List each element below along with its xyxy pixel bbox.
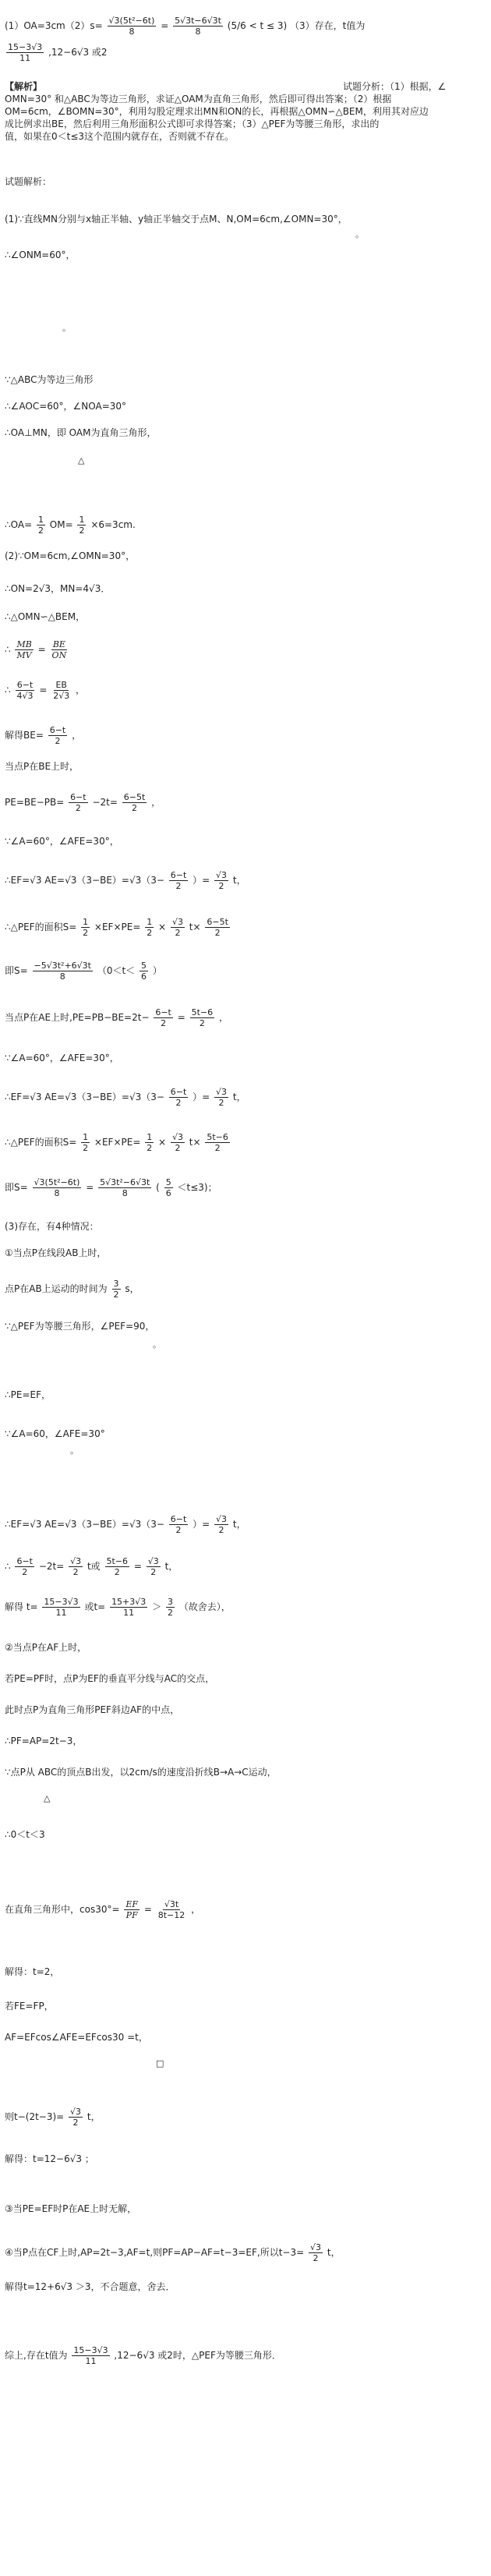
mark: □ [156, 2058, 164, 2068]
step: 若PE=PF时，点P为EF的垂直平分线与AC的交点， [5, 1673, 215, 1684]
fraction: $\frac{√3}{2}$ [70, 1556, 82, 1577]
fraction: $\frac{1}{2}$ [37, 515, 44, 536]
step: 当点P在BE上时， [5, 761, 79, 772]
step: ∴ $\frac{6-t}{4√3}$ = $\frac{EB}{2√3}$ ， [5, 680, 86, 701]
analysis-line: OMN=30° 和△ABC为等边三角形，求证△OAM为直角三角形，然后即可得出答案；（2）根据 [5, 94, 392, 104]
step: ∴OA⊥MN，即 OAM为直角三角形， [5, 427, 157, 438]
analysis-line: 值，如果在0＜t≤3这个范围内就存在，否则就不存在。 [5, 131, 235, 142]
mark: 。 [70, 1445, 79, 1456]
analysis-line: 成比例求出BE，然后利用三角形面积公式即可求得答案；（3）△PEF为等腰三角形，求出的 [5, 119, 380, 129]
step: 解得BE= $\frac{6-t}{2}$ ， [5, 725, 82, 746]
analysis-line: OM=6cm，∠BOMN=30°，利用勾股定理求出MN和ON的长，再根据△OMN∽△BEM，利用其对应边 [5, 106, 429, 117]
mark: 。 [355, 229, 364, 239]
step: ∵∠A=60°，∠AFE=30°， [5, 836, 119, 847]
step: ∴ $\frac{MB}{MV}$ = $\frac{BE}{ON}$ [5, 639, 67, 660]
fraction: $\frac{\text{√3(5t²−6t)}}{8}$ [108, 16, 155, 37]
fraction: $\frac{1}{2}$ [83, 1132, 89, 1153]
answer-part1: (1）OA=3cm（2）s= [5, 20, 103, 31]
step: ∴ON=2√3，MN=4√3． [5, 583, 111, 594]
step: PE=BE−PB= $\frac{6-t}{2}$ −2t= $\frac{6-5t}{2}$ ， [5, 792, 161, 813]
fraction: $\frac{1}{2}$ [79, 515, 85, 536]
fraction: $\frac{√3}{2}$ [171, 1132, 183, 1153]
analysis-header: 【解析】 [5, 81, 43, 92]
step: (1)∵直线MN分别与x轴正半轴、y轴正半轴交于点M、N,OM=6cm,∠OMN=30°， [5, 214, 348, 225]
step: 即S= $\frac{\text{−5√3t²+6√3t}}{8}$ （0＜t＜ $\frac{5}{6}$ ） [5, 961, 162, 982]
step: 点P在AB上运动的时间为 $\frac{3}{2}$ s， [5, 1279, 140, 1300]
step: 解得：t=12−6√3 ； [5, 2153, 94, 2164]
fraction: $\frac{6-t}{2}$ [49, 725, 66, 746]
fraction: $\frac{5}{6}$ [165, 1177, 171, 1198]
fraction: $\frac{EB}{2√3}$ [53, 680, 70, 701]
step: 解得t=12+6√3 ＞3，不合题意，舍去． [5, 2281, 175, 2292]
step: 即S= $\frac{\text{√3(5t²−6t)}}{8}$ = $\frac{\text{5√3t²−6√3t}}{8}$ ( $\frac{5}{6}$ ＜t≤3)； [5, 1177, 217, 1198]
fraction: $\frac{5}{6}$ [141, 961, 147, 982]
mark: 。 [153, 1339, 161, 1350]
step: ∴EF=√3 AE=√3（3−BE）=√3（3− $\frac{6-t}{2}$ ）= $\frac{√3}{2}$ t， [5, 870, 246, 891]
step: ∵∠A=60°，∠AFE=30°， [5, 1053, 119, 1063]
fraction: $\frac{\text{5√3t²−6√3t}}{8}$ [100, 1177, 150, 1198]
step: 此时点P为直角三角形PEF斜边AF的中点， [5, 1704, 180, 1715]
mark: △ [78, 455, 85, 465]
fraction: $\frac{6-t}{2}$ [16, 1556, 33, 1577]
fraction: $\frac{6-t}{2}$ [170, 1514, 187, 1535]
step: ∴∠AOC=60°，∠NOA=30° [5, 401, 127, 412]
fraction: $\frac{6-t}{2}$ [170, 870, 187, 891]
step: ∴EF=√3 AE=√3（3−BE）=√3（3− $\frac{6-t}{2}$ ）= $\frac{√3}{2}$ t， [5, 1087, 246, 1108]
step: ②当点P在AF上时， [5, 1642, 87, 1653]
step: 综上,存在t值为 $\frac{15-3√3}{11}$ ,12−6√3 或2时，△PEF为等腰三角形． [5, 2345, 281, 2366]
fraction: $\frac{√3}{2}$ [147, 1556, 159, 1577]
solution-label: 试题解析： [5, 176, 52, 187]
step: 则t−(2t−3)= $\frac{√3}{2}$ t， [5, 2107, 101, 2128]
fraction: $\frac{√3}{2}$ [216, 870, 228, 891]
step: ∴△PEF的面积S= $\frac{1}{2}$ ×EF×PE= $\frac{1}{2}$ × $\frac{√3}{2}$ t× $\frac{6-5t}{2}$ [5, 917, 228, 938]
step: 解得：t=2， [5, 1966, 60, 1977]
fraction: $\frac{√3}{2}$ [310, 2242, 322, 2263]
step: ∵点P从 ABC的顶点B出发，以2cm/s的速度沿折线B→A→C运动， [5, 1767, 277, 1778]
step: ∴EF=√3 AE=√3（3−BE）=√3（3− $\frac{6-t}{2}$ ）= $\frac{√3}{2}$ t， [5, 1514, 246, 1535]
step: ∴PE=EF， [5, 1389, 51, 1400]
fraction: $\frac{6-t}{2}$ [170, 1087, 187, 1108]
step: ∵△ABC为等边三角形 [5, 374, 94, 385]
fraction: $\frac{6-5t}{2}$ [207, 917, 228, 938]
fraction: $\frac{√3}{2}$ [216, 1087, 228, 1108]
step: ∴ $\frac{6-t}{2}$ −2t= $\frac{√3}{2}$ t或 $\frac{5t-6}{2}$ = $\frac{√3}{2}$ t， [5, 1556, 178, 1577]
answer-line-2: $\frac{15-3√3}{11}$ ,12−6√3 或2 [8, 42, 108, 63]
step: AF=EFcos∠AFE=EFcos30 =t， [5, 2032, 148, 2043]
mark: △ [44, 1793, 51, 1803]
step: 在直角三角形中，cos30°= $\frac{EF}{PF}$ = $\frac{√3t}{8t-12}$ ， [5, 1899, 201, 1920]
step: (2)∵OM=6cm,∠OMN=30°， [5, 550, 136, 561]
fraction: $\frac{3}{2}$ [167, 1597, 173, 1618]
fraction: $\frac{3}{2}$ [113, 1279, 119, 1300]
fraction: $\frac{√3}{2}$ [171, 917, 183, 938]
fraction: $\frac{1}{2}$ [147, 1132, 153, 1153]
step: ∵∠A=60，∠AFE=30° [5, 1428, 105, 1439]
step: (3)存在，有4种情况： [5, 1221, 99, 1232]
fraction: $\frac{MB}{MV}$ [16, 639, 32, 660]
step: ∴OA= $\frac{1}{2}$ OM= $\frac{1}{2}$ ×6=3cm. [5, 515, 136, 536]
fraction: $\frac{6-t}{2}$ [70, 792, 87, 813]
fraction: $\frac{√3}{2}$ [216, 1514, 228, 1535]
step: ①当点P在线段AB上时， [5, 1247, 107, 1258]
fraction: $\frac{15-3√3}{11}$ [8, 42, 43, 63]
fraction: $\frac{6-5t}{2}$ [123, 792, 146, 813]
fraction: $\frac{15-3√3}{11}$ [44, 1597, 79, 1618]
step: ∴PF=AP=2t−3， [5, 1736, 83, 1746]
step: ∴∠ONM=60°， [5, 249, 76, 260]
fraction: $\frac{1}{2}$ [147, 917, 153, 938]
step: 若FE=FP， [5, 2001, 54, 2012]
step: ∴△OMN∽△BEM， [5, 611, 86, 622]
fraction: $\frac{BE}{ON}$ [51, 639, 67, 660]
fraction: $\frac{\text{√3(5t²−6t)}}{8}$ [34, 1177, 80, 1198]
step: ∴0＜t＜3 [5, 1829, 45, 1840]
step: 当点P在AE上时,PE=PB−BE=2t− $\frac{6-t}{2}$ = $\frac{5t-6}{2}$ ， [5, 1007, 228, 1028]
fraction: $\frac{5t-6}{2}$ [106, 1556, 129, 1577]
step: ∴△PEF的面积S= $\frac{1}{2}$ ×EF×PE= $\frac{1}{2}$ × $\frac{√3}{2}$ t× $\frac{5t-6}{2}$ [5, 1132, 228, 1153]
fraction: $\frac{5t-6}{2}$ [191, 1007, 214, 1028]
fraction: $\frac{5t-6}{2}$ [207, 1132, 228, 1153]
fraction: $\frac{6-t}{2}$ [155, 1007, 171, 1028]
fraction: $\frac{EF}{PF}$ [125, 1899, 139, 1920]
fraction: $\frac{√3t}{8t-12}$ [157, 1899, 185, 1920]
fraction: $\frac{15-3√3}{11}$ [73, 2345, 108, 2366]
mark: 。 [62, 323, 71, 333]
step: ∵△PEF为等腰三角形，∠PEF=90， [5, 1321, 155, 1332]
fraction: $\frac{√3}{2}$ [70, 2107, 82, 2128]
fraction: $\frac{15+3√3}{11}$ [111, 1597, 147, 1618]
step: 解得 t= $\frac{15-3√3}{11}$ 或t= $\frac{15+3√3}{11}$ ＞ $\frac{3}{2}$ （故舍去）， [5, 1597, 231, 1618]
fraction: $\frac{\text{−5√3t²+6√3t}}{8}$ [34, 961, 91, 982]
step: ④当P点在CF上时,AP=2t−3,AF=t,则PF=AP−AF=t−3=EF,所以t−3= $\frac{√3}{2}$ t， [5, 2242, 341, 2263]
answer-line-1: (1）OA=3cm（2）s= $\frac{\text{√3(5t²−6t)}}{8}$ = $\frac{5√3t-6√3t}{8}$ (5/6 < t ≤ 3) （3）存在，t值为 [5, 16, 366, 37]
fraction: $\frac{1}{2}$ [83, 917, 89, 938]
fraction: $\frac{5√3t-6√3t}{8}$ [175, 16, 221, 37]
step: ③当PE=EF时P在AE上时无解， [5, 2203, 137, 2214]
analysis-line: 试题分析：（1）根据，∠ [343, 81, 447, 92]
fraction: $\frac{6-t}{4√3}$ [16, 680, 34, 701]
